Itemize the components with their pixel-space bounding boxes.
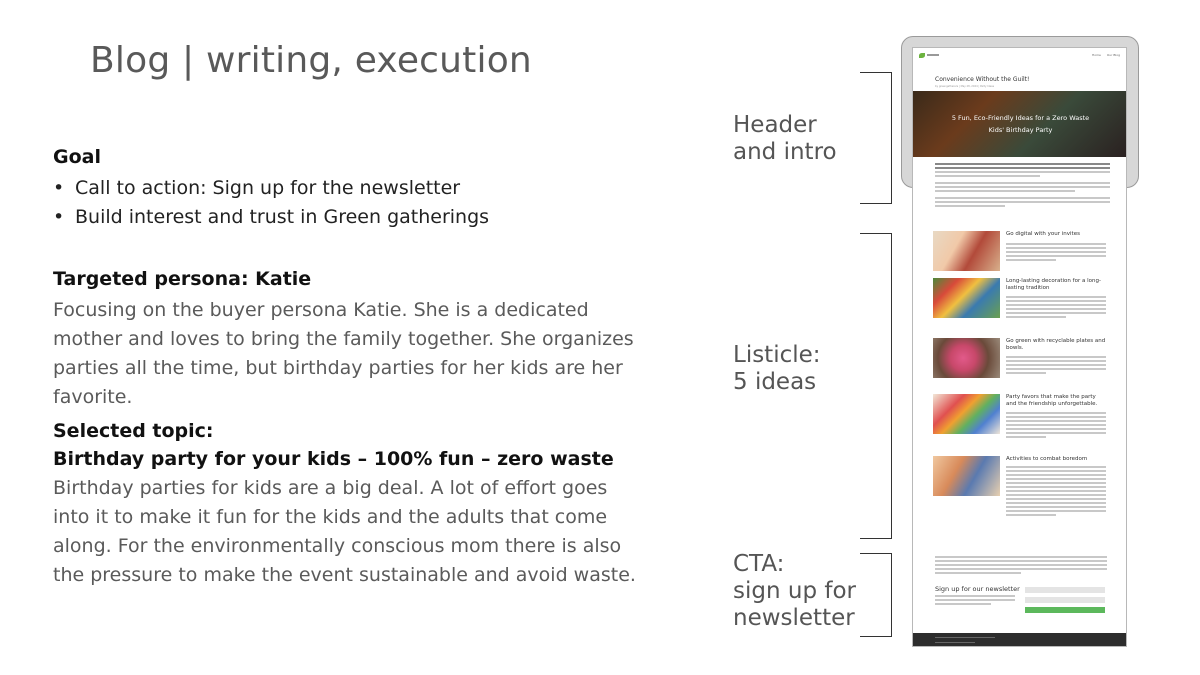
slide-title: Blog | writing, execution (90, 40, 532, 81)
photo-child-playing-icon (933, 456, 1000, 496)
bracket-listicle (860, 233, 892, 539)
persona-text: Focusing on the buyer persona Katie. She is a dedicated mother and loves to bring the family together. She organizes parties all the time, but birthday parties for her kids are her favorite. (53, 299, 634, 408)
annotation-cta (733, 551, 856, 632)
goal-heading: Goal (53, 146, 101, 168)
topic-text: Birthday parties for kids are a big deal. A lot of effort goes into it to make it fun for the kids and the adults that come along. For the environmentally conscious mom there is also the pressure to make the event sustainable and avoid waste. (53, 477, 636, 586)
mockup-nav-link[interactable]: Our Blog (1106, 53, 1120, 57)
listicle-item-title: Long-lasting decoration for a long-lasting tradition (1006, 278, 1101, 291)
mockup-email-field[interactable] (1025, 597, 1105, 603)
mockup-post-title: Convenience Without the Guilt! (935, 76, 1030, 83)
mockup-name-field[interactable] (1025, 587, 1105, 593)
topic-heading: Selected topic: (53, 420, 214, 442)
persona-heading: Targeted persona: Katie (53, 268, 312, 290)
goal-section (53, 146, 653, 232)
mockup-intro-text (935, 163, 1110, 209)
persona-section (53, 268, 643, 412)
annotation-line: Header (733, 112, 817, 138)
goal-bullet: • Build interest and trust in Green gatherings (53, 203, 653, 232)
mockup-hero-image (913, 91, 1127, 157)
annotation-line: newsletter (733, 605, 855, 631)
goal-list (53, 174, 653, 232)
topic-section (53, 420, 643, 590)
listicle-item-title: Go digital with your invites (1006, 231, 1080, 237)
photo-cake-icon (933, 338, 1000, 378)
mockup-post-meta: by greengatherers | May 28, 2024 | Party Ideas (935, 85, 995, 88)
blog-mockup (912, 47, 1127, 647)
annotation-line: sign up for (733, 578, 856, 604)
mockup-cta-intro (935, 556, 1107, 576)
annotation-header (733, 112, 837, 166)
photo-bunting-icon (933, 278, 1000, 318)
mockup-nav-link[interactable]: Home (1092, 53, 1101, 57)
annotation-line: Listicle: (733, 342, 821, 368)
mockup-footer (913, 633, 1127, 647)
mockup-newsletter-text (935, 595, 1015, 607)
photo-reading-kids-icon (933, 231, 1000, 271)
listicle-item-title: Go green with recyclable plates and bowls. (1006, 338, 1106, 351)
annotation-line: 5 ideas (733, 369, 817, 395)
topic-subheading: Birthday party for your kids – 100% fun – zero waste (53, 448, 614, 470)
listicle-item-title: Activities to combat boredom (1006, 456, 1088, 462)
mockup-hero-title: 5 Fun, Eco-Friendly Ideas for a Zero Waste Kids' Birthday Party (951, 114, 1090, 134)
listicle-item-title: Party favors that make the party and the friendship unforgettable. (1006, 394, 1098, 407)
bracket-header (860, 72, 892, 204)
mockup-newsletter-title: Sign up for our newsletter (935, 585, 1020, 593)
mockup-subscribe-button[interactable] (1025, 607, 1105, 613)
annotation-line: CTA: (733, 551, 785, 577)
annotation-listicle (733, 342, 821, 396)
annotation-line: and intro (733, 139, 837, 165)
bracket-cta (860, 553, 892, 637)
goal-bullet: • Call to action: Sign up for the newsletter (53, 174, 653, 203)
photo-rainbow-craft-icon (933, 394, 1000, 434)
